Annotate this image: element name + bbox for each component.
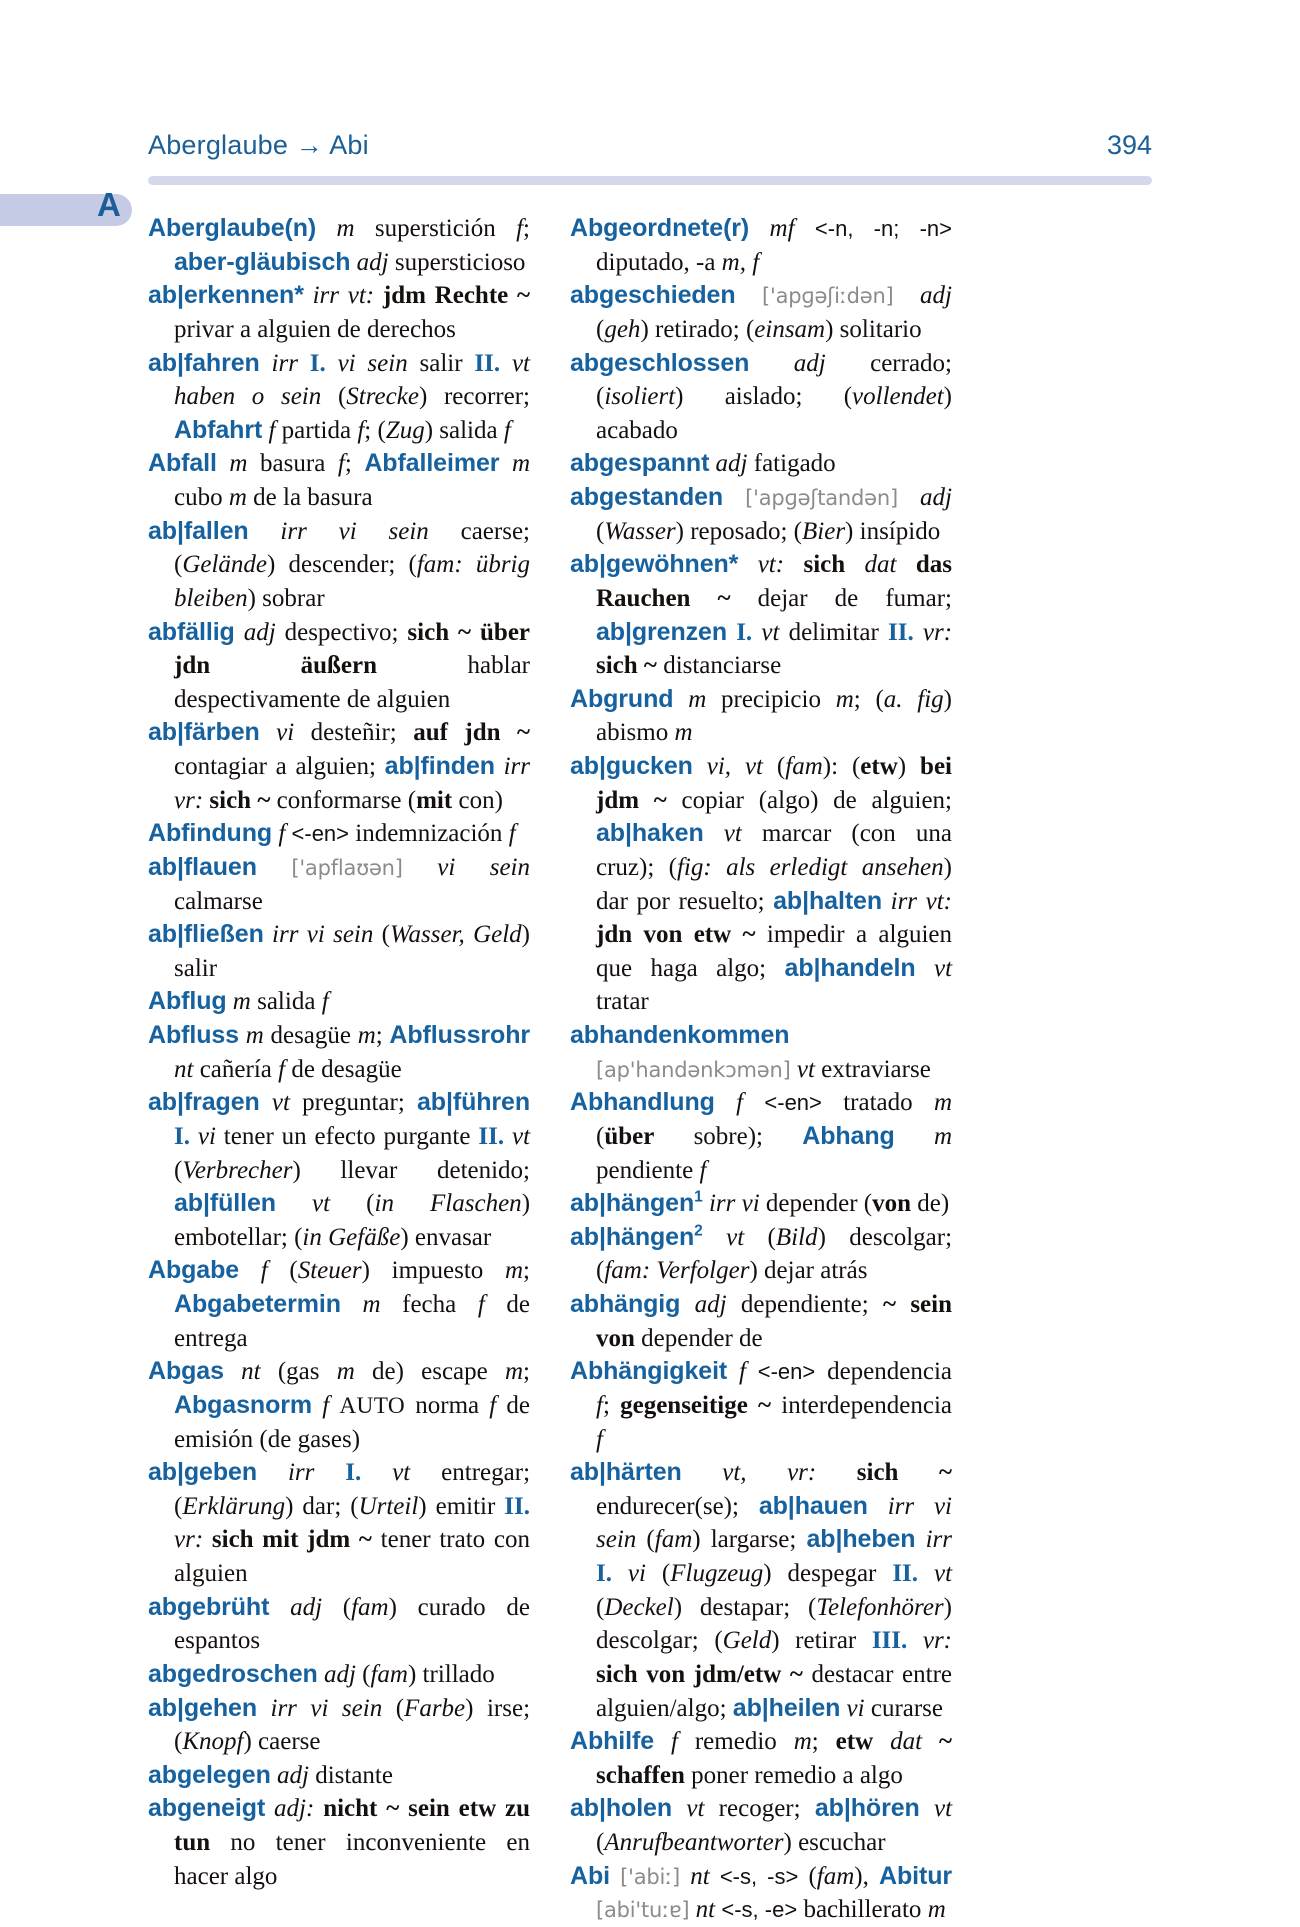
dictionary-entry: abhängig adj dependiente; ~ sein von depender de [570,1290,952,1352]
page-number: 394 [1106,130,1152,160]
dictionary-entry: Abflug m salida f [148,987,329,1016]
dictionary-entry: ab|fließen irr vi sein (Wasser, Geld) salir [148,920,530,982]
dictionary-entry: ab|härten vt, vr: sich ~ endurecer(se); ab|hauen irr vi sein (fam) largarse; ab|heben irr I. vi (Flugzeug) despegar II. vt (Deckel) destapar; (Telefonhörer) descolgar; (Geld) retirar III. vr: sich von jdm/etw ~ destacar entre alguien/algo; ab|heilen vi curarse [570,1458,953,1722]
dictionary-entry: Abhandlung f <-en> tratado m (über sobre); Abhang m pendiente f [570,1088,953,1184]
left-column [148,212,530,1927]
header-rule [148,176,1152,185]
dictionary-entry: ab|hängen$^2$ vt (Bild) descolgar; (fam: Verfolger) dejar atrás [570,1222,953,1285]
dictionary-entry: Abgabe f (Steuer) impuesto m; Abgabetermin m fecha f de entrega [148,1256,530,1352]
running-head-title: Aberglaube → Abi [148,130,369,160]
dictionary-entry: abhandenkommen [ap'handənkɔmən] vt extraviarse [570,1021,931,1083]
dictionary-entry: ab|holen vt recoger; ab|hören vt (Anrufbeantworter) escuchar [570,1794,953,1856]
dictionary-entry: ab|geben irr I. vt entregar; (Erklärung) dar; (Urteil) emitir II. vr: sich mit jdm ~ tener trato con alguien [148,1458,531,1587]
dictionary-entry: abgelegen adj distante [148,1760,393,1789]
dictionary-entry: abgeneigt adj: nicht ~ sein etw zu tun no tener inconveniente en hacer algo [148,1794,531,1890]
dictionary-entry: ab|erkennen* irr vt: jdm Rechte ~ privar a alguien de derechos [148,281,530,343]
dictionary-entry: Abgas nt (gas m de) escape m; Abgasnorm f AUTO norma f de emisión (de gases) [148,1357,530,1453]
dictionary-entry: ab|gewöhnen* vt: sich dat das Rauchen ~ dejar de fumar; ab|grenzen I. vt delimitar II. vr: sich ~ distanciarse [570,550,953,680]
dictionary-entry: abgespannt adj fatigado [570,449,836,478]
dictionary-entry: abgeschlossen adj cerrado; (isoliert) aislado; (vollendet) acabado [570,348,953,444]
dictionary-entry: abgebrüht adj (fam) curado de espantos [148,1592,530,1655]
dictionary-entry: Abfluss m desagüe m; Abflussrohr nt cañería f de desagüe [148,1021,530,1083]
dictionary-entry: abgestanden ['apɡəʃtandən] adj (Wasser) reposado; (Bier) insípido [570,483,952,545]
dictionary-entry: ab|färben vi desteñir; auf jdn ~ contagiar a alguien; ab|finden irr vr: sich ~ conformarse (mit con) [148,718,530,814]
dictionary-entry: Abfall m basura f; Abfalleimer m cubo m de la basura [148,449,531,511]
dictionary-entry: Aberglaube(n) m superstición f; aber-gläubisch adj supersticioso [148,214,530,276]
dictionary-entry: Abhilfe f remedio m; etw dat ~ schaffen poner remedio a algo [570,1727,952,1789]
dictionary-entry: Abfindung f <-en> indemnización f [148,819,516,848]
dictionary-entry: ab|fallen irr vi sein caerse; (Gelände) descender; (fam: übrig bleiben) sobrar [148,516,530,612]
dictionary-entry: Abi ['abiː] nt <-s, -s> (fam), Abitur [abi'tuːɐ] nt <-s, -e> bachillerato m [570,1861,953,1924]
dictionary-entry: Abgeordnete(r) mf <-n, -n; -n> diputado, -a m, f [570,214,952,276]
running-head [148,130,1152,170]
entry-columns [148,212,1152,1927]
dictionary-entry: abgedroschen adj (fam) trillado [148,1659,495,1688]
dictionary-entry: Abhängigkeit f <-en> dependencia f; gegenseitige ~ interdependencia f [570,1357,952,1453]
dictionary-entry: Abgrund m precipicio m; (a. fig) abismo m [570,684,952,747]
dictionary-entry: abgeschieden ['apɡəʃiːdən] adj (geh) retirado; (einsam) solitario [570,281,952,343]
right-column [570,212,952,1927]
letter-tab-label: A [97,186,121,223]
dictionary-entry: ab|gehen irr vi sein (Farbe) irse; (Knopf) caerse [148,1693,531,1756]
dictionary-entry: ab|flauen ['apflaʊən] vi sein calmarse [148,852,530,915]
dictionary-entry: abfällig adj despectivo; sich ~ über jdn äußern hablar despectivamente de alguien [148,617,531,713]
dictionary-entry: ab|gucken vi, vt (fam): (etw) bei jdm ~ copiar (algo) de alguien; ab|haken vt marcar (con una cruz); (fig: als erledigt ansehen) dar por resuelto; ab|halten irr vt: jdn von etw ~ impedir a alguien que haga algo; ab|handeln vt tratar [570,752,953,1016]
dictionary-entry: ab|fahren irr I. vi sein salir II. vt haben o sein (Strecke) recorrer; Abfahrt f partida f; (Zug) salida f [148,348,530,444]
dictionary-entry: ab|fragen vt preguntar; ab|führen I. vi tener un efecto purgante II. vt (Verbrecher) llevar detenido; ab|füllen vt (in Flaschen) embotellar; (in Gefäße) envasar [148,1088,531,1251]
dictionary-entry: ab|hängen$^1$ irr vi depender (von de) [570,1188,950,1218]
